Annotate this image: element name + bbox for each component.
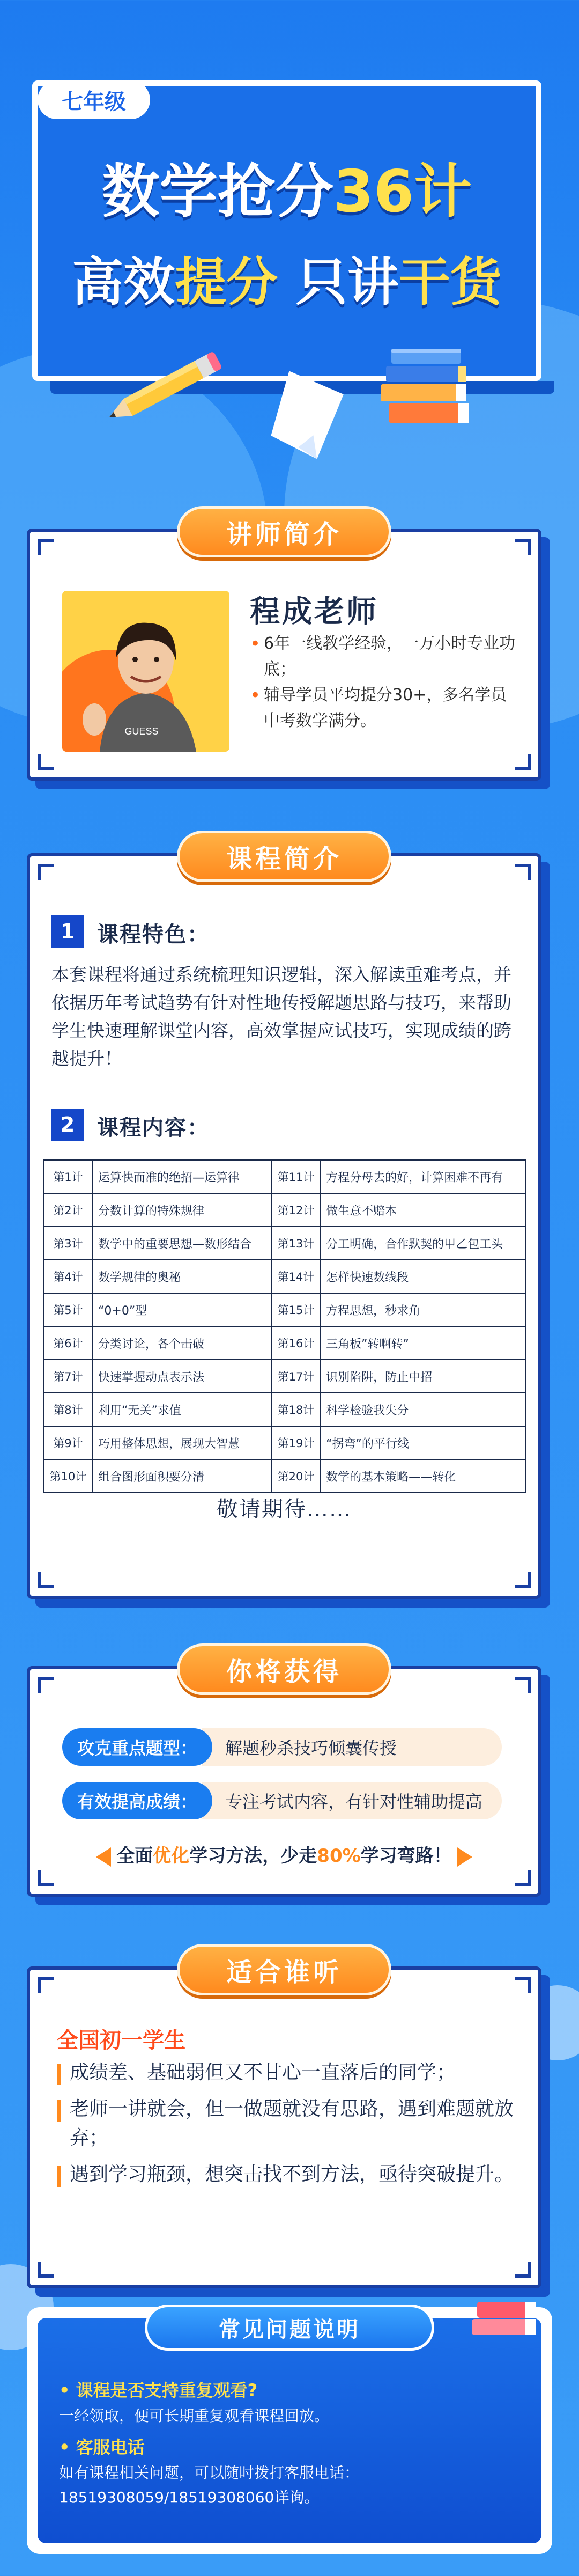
lesson-title: 数学中的重要思想—数形结合 (92, 1227, 272, 1260)
lesson-table (43, 1159, 526, 1493)
slogan-accent: 提分 (175, 252, 278, 312)
feature-number-badge: 1 (51, 915, 84, 948)
audience-item: 老师一讲就会，但一做题就没有思路，遇到难题就放弃； (57, 2095, 518, 2153)
faq-answer: 一经领取，便可长期重复观看课程回放。 (59, 2407, 330, 2425)
corner-deco (515, 754, 531, 770)
header-frame (32, 80, 541, 381)
course-feature-text: 本套课程将通过系统梳理知识逻辑，深入解读重难考点，并依据历年考试趋势有针对性地传授解题思路与技巧，来帮助学生快速理解课堂内容，高效掌握应试技巧，实现成绩的跨越提升！ (51, 964, 511, 1069)
gain-value: 解题秒杀技巧倾囊传授 (202, 1728, 502, 1766)
feature-title: 课程特色： (97, 922, 210, 947)
lesson-title: 数学的基本策略——转化 (320, 1459, 525, 1493)
gain-label: 有效提高成绩： (62, 1782, 212, 1819)
corner-deco (515, 1870, 531, 1886)
table-row (44, 1227, 525, 1260)
teacher-name: 程成老师 (250, 595, 378, 629)
lesson-title: 分工明确，合作默契的甲乙包工头 (320, 1227, 525, 1260)
lesson-title: 快速掌握动点表示法 (92, 1360, 272, 1393)
summary-text: 学习弯路！ (360, 1845, 452, 1867)
gain-item (62, 1728, 502, 1766)
slogan-part: 高效 (72, 252, 175, 312)
table-row (44, 1193, 525, 1227)
corner-deco (515, 1977, 531, 1993)
phone-numbers[interactable]: 18519308059/18519308060详询。 (59, 2489, 320, 2506)
corner-deco (38, 1572, 54, 1588)
table-row (44, 1326, 525, 1360)
lesson-number: 第8计 (44, 1393, 92, 1426)
gain-value: 专注考试内容，有针对性辅助提高 (202, 1782, 502, 1819)
title-accent: 36计 (333, 158, 472, 225)
table-row (44, 1426, 525, 1459)
slogan-accent: 干货 (398, 252, 502, 312)
content-title: 课程内容： (97, 1115, 210, 1140)
lesson-number: 第2计 (44, 1193, 92, 1227)
gains-card (27, 1656, 541, 1897)
lesson-number: 第20计 (272, 1459, 320, 1493)
table-row (44, 1360, 525, 1393)
corner-deco (38, 864, 54, 880)
table-row (44, 1459, 525, 1493)
course-card (27, 843, 541, 1599)
arrow-left-icon (96, 1847, 111, 1867)
lesson-number: 第19计 (272, 1426, 320, 1459)
faq-question: • 课程是否支持重复观看? (59, 2380, 258, 2401)
faq-question: • 客服电话 (59, 2437, 145, 2457)
faq-body (59, 2377, 525, 2515)
lesson-title: 方程分母去的好，计算困难不再有 (320, 1160, 525, 1193)
lesson-title: 识别陷阱，防止中招 (320, 1360, 525, 1393)
teacher-portrait-icon (62, 591, 229, 752)
section-title-course: 课程简介 (177, 831, 391, 882)
lesson-number: 第16计 (272, 1326, 320, 1360)
section-title-gains: 你将获得 (177, 1643, 391, 1695)
shirt-text: GUESS (124, 726, 159, 737)
lesson-title: “拐弯”的平行线 (320, 1426, 525, 1459)
slogan-part: 只讲 (278, 252, 399, 312)
table-row (44, 1260, 525, 1293)
lesson-number: 第5计 (44, 1293, 92, 1326)
arrow-right-icon (457, 1847, 472, 1867)
lesson-number: 第11计 (272, 1160, 320, 1193)
lesson-number: 第18计 (272, 1393, 320, 1426)
lesson-number: 第13计 (272, 1227, 320, 1260)
faq-answer: 如有课程相关问题，可以随时拨打客服电话： (59, 2464, 360, 2482)
lesson-title: 运算快而准的绝招—运算律 (92, 1160, 272, 1193)
summary-highlight: 优化 (153, 1845, 190, 1867)
corner-deco (515, 1677, 531, 1693)
teacher-point: • 辅导学员平均提分30+，多名学员中考数学满分。 (250, 682, 518, 734)
gain-item (62, 1782, 502, 1819)
section-title-teacher: 讲师简介 (177, 506, 391, 557)
page-slogan (32, 241, 541, 315)
corner-deco (38, 1870, 54, 1886)
lesson-number: 第3计 (44, 1227, 92, 1260)
audience-item: 遇到学习瓶颈，想突击找不到方法，亟待突破提升。 (57, 2160, 518, 2189)
corner-deco (515, 2262, 531, 2278)
lesson-title: 分数计算的特殊规律 (92, 1193, 272, 1227)
teacher-card (27, 519, 541, 781)
lesson-title: 巧用整体思想，展现大智慧 (92, 1426, 272, 1459)
lesson-number: 第10计 (44, 1459, 92, 1493)
lesson-title: 做生意不赔本 (320, 1193, 525, 1227)
lesson-title: 科学检验我失分 (320, 1393, 525, 1426)
lesson-number: 第12计 (272, 1193, 320, 1227)
section-title-audience: 适合谁听 (177, 1944, 391, 1995)
lesson-number: 第4计 (44, 1260, 92, 1293)
audience-list (57, 2058, 518, 2197)
teacher-desc (250, 631, 518, 734)
gain-summary (30, 1841, 538, 1867)
summary-highlight: 80% (317, 1845, 361, 1867)
lesson-number: 第9计 (44, 1426, 92, 1459)
content-number-badge: 2 (51, 1109, 84, 1141)
table-row (44, 1293, 525, 1326)
corner-deco (38, 2262, 54, 2278)
table-row (44, 1393, 525, 1426)
faq-title: 常见问题说明 (145, 2305, 434, 2351)
lesson-title: 三角板”转啊转” (320, 1326, 525, 1360)
audience-head: 全国初一学生 (57, 2028, 185, 2053)
teacher-avatar (62, 591, 229, 752)
lesson-title: “0+0”型 (92, 1293, 272, 1326)
lesson-title: 分类讨论，各个击破 (92, 1326, 272, 1360)
lesson-title: 方程思想，秒求角 (320, 1293, 525, 1326)
summary-text: 全面 (116, 1845, 153, 1867)
lesson-number: 第7计 (44, 1360, 92, 1393)
faq-inner (38, 2318, 541, 2543)
corner-deco (515, 539, 531, 555)
lesson-title: 利用“无关”求值 (92, 1393, 272, 1426)
coming-soon-text: 敬请期待…… (217, 1497, 352, 1522)
grade-tag: 七年级 (38, 80, 150, 119)
books-icon (375, 338, 477, 429)
audience-card (27, 1957, 541, 2288)
lesson-number: 第1计 (44, 1160, 92, 1193)
faq-panel (27, 2307, 552, 2554)
lesson-title: 组合图形面积要分清 (92, 1459, 272, 1493)
lesson-number: 第17计 (272, 1360, 320, 1393)
lesson-number: 第15计 (272, 1293, 320, 1326)
lesson-title: 怎样快速数线段 (320, 1260, 525, 1293)
corner-deco (515, 864, 531, 880)
teacher-point: • 6年一线教学经验，一万小时专业功底； (250, 631, 518, 682)
lesson-title: 数学规律的奥秘 (92, 1260, 272, 1293)
summary-text: 学习方法，少走 (189, 1845, 317, 1867)
corner-deco (515, 1572, 531, 1588)
book-icon (472, 2286, 541, 2339)
corner-deco (38, 754, 54, 770)
lesson-number: 第14计 (272, 1260, 320, 1293)
audience-item: 成绩差、基础弱但又不甘心一直落后的同学； (57, 2058, 518, 2087)
corner-deco (38, 1977, 54, 1993)
title-prefix: 数学抢分 (101, 158, 333, 225)
corner-deco (38, 1677, 54, 1693)
corner-deco (38, 539, 54, 555)
table-row (44, 1160, 525, 1193)
gain-label: 攻克重点题型： (62, 1728, 212, 1766)
page-title (32, 145, 541, 228)
lesson-number: 第6计 (44, 1326, 92, 1360)
